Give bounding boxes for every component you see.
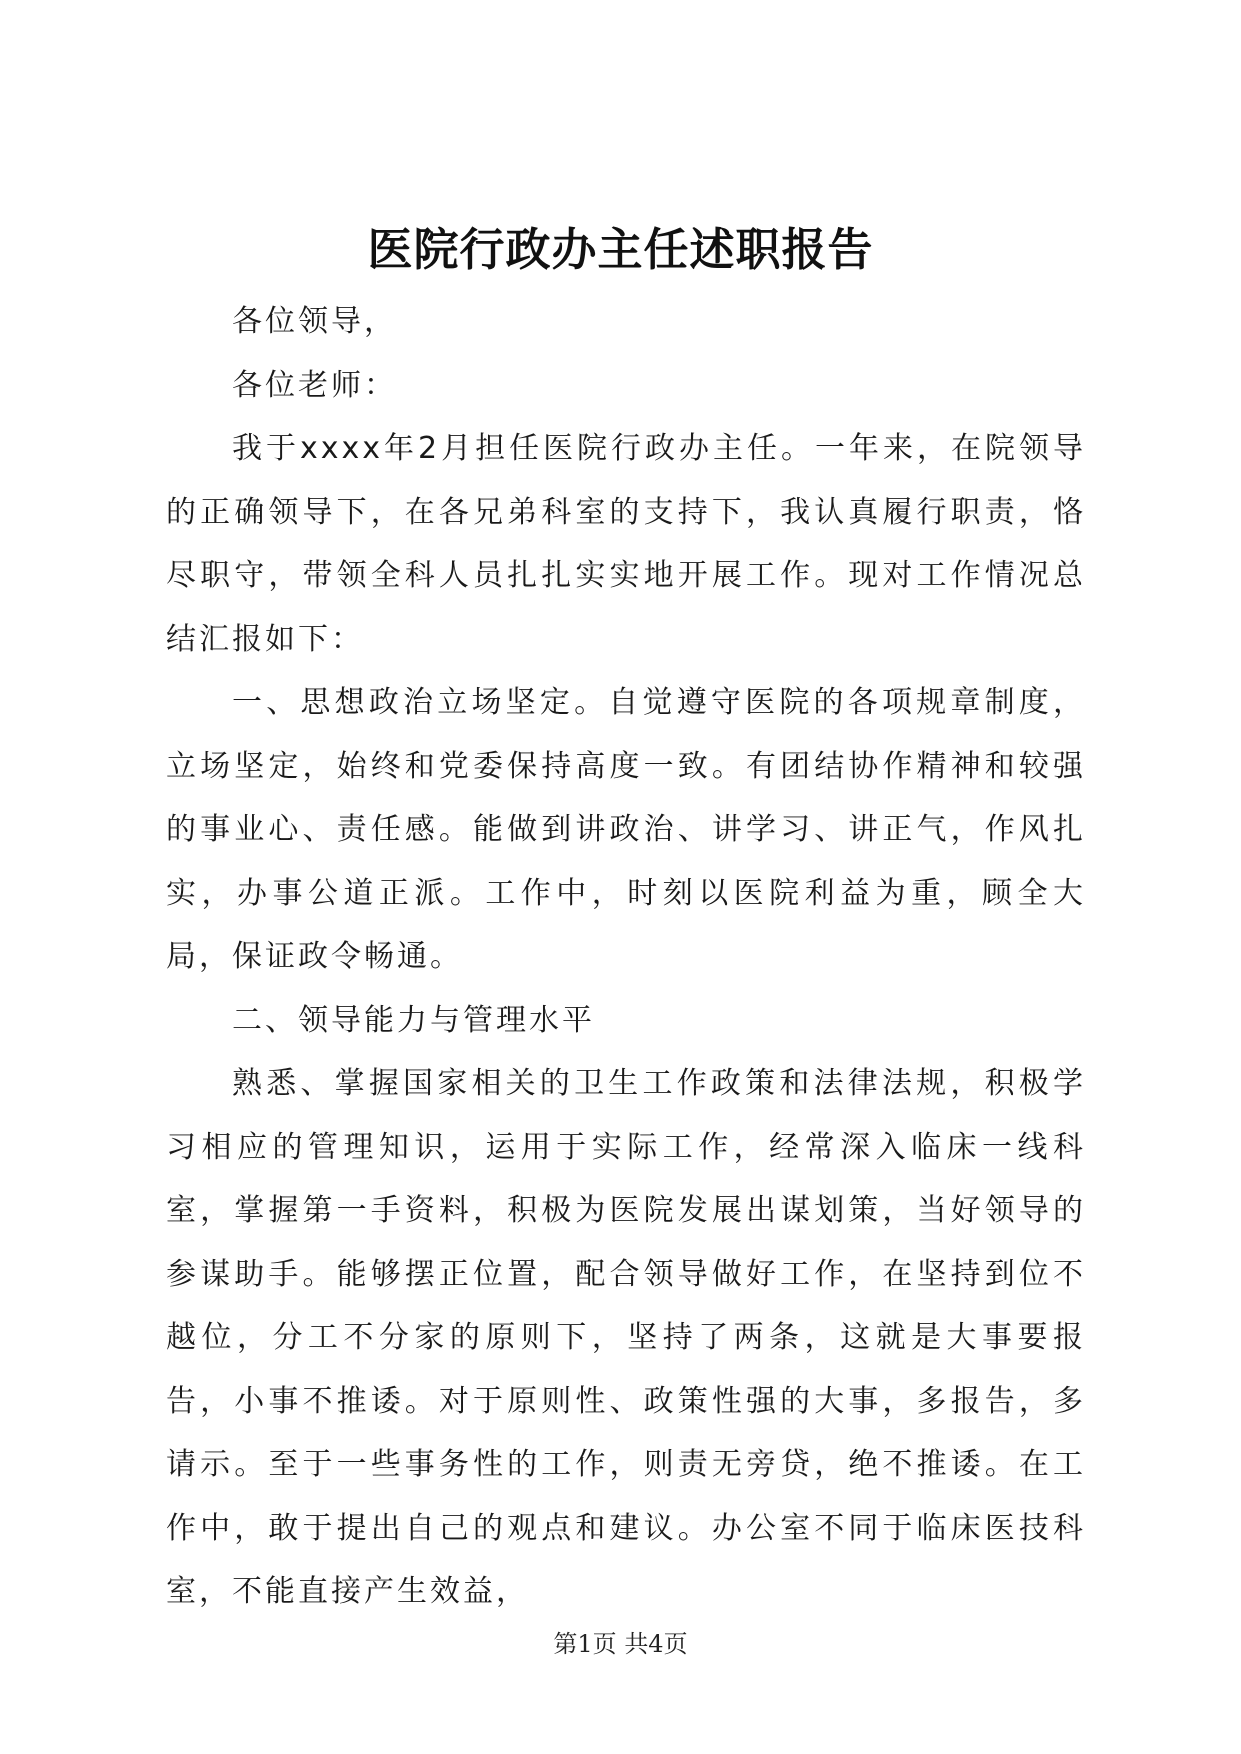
page-total: 共4页 xyxy=(624,1630,688,1658)
page-footer xyxy=(0,1628,1241,1660)
section-2-heading: 二、领导能力与管理水平 xyxy=(232,1002,595,1038)
paragraph-section-1: 一、思想政治立场坚定。自觉遵守医院的各项规章制度，立场坚定，始终和党委保持高度一致。有团结协作精神和较强的事业心、责任感。能做到讲政治、讲学习、讲正气，作风扎实，办事公道正派。工作中，时刻以医院利益为重，顾全大局，保证政令畅通。 xyxy=(166,685,1086,974)
salutation-leaders: 各位领导， xyxy=(232,304,397,339)
salutation-teachers: 各位老师： xyxy=(232,367,397,403)
paragraph-section-2: 熟悉、掌握国家相关的卫生工作政策和法律法规，积极学习相应的管理知识，运用于实际工作，经常深入临床一线科室，掌握第一手资料，积极为医院发展出谋划策，当好领导的参谋助手。能够摆正位置，配合领导做好工作，在坚持到位不越位，分工不分家的原则下，坚持了两条，这就是大事要报告，小事不推诿。对于原则性、政策性强的大事，多报告，多请示。至于一些事务性的工作，则责无旁贷，绝不推诿。在工作中，敢于提出自己的观点和建议。办公室不同于临床医技科室，不能直接产生效益， xyxy=(166,1066,1086,1609)
document-body xyxy=(166,290,1086,1624)
document-title: 医院行政办主任述职报告 xyxy=(367,223,874,276)
paragraph-intro: 我于xxxx年2月担任医院行政办主任。一年来，在院领导的正确领导下，在各兄弟科室的支持下，我认真履行职责，恪尽职守，带领全科人员扎扎实实地开展工作。现对工作情况总结汇报如下： xyxy=(166,431,1086,657)
page-number: 第1页 xyxy=(553,1630,617,1658)
